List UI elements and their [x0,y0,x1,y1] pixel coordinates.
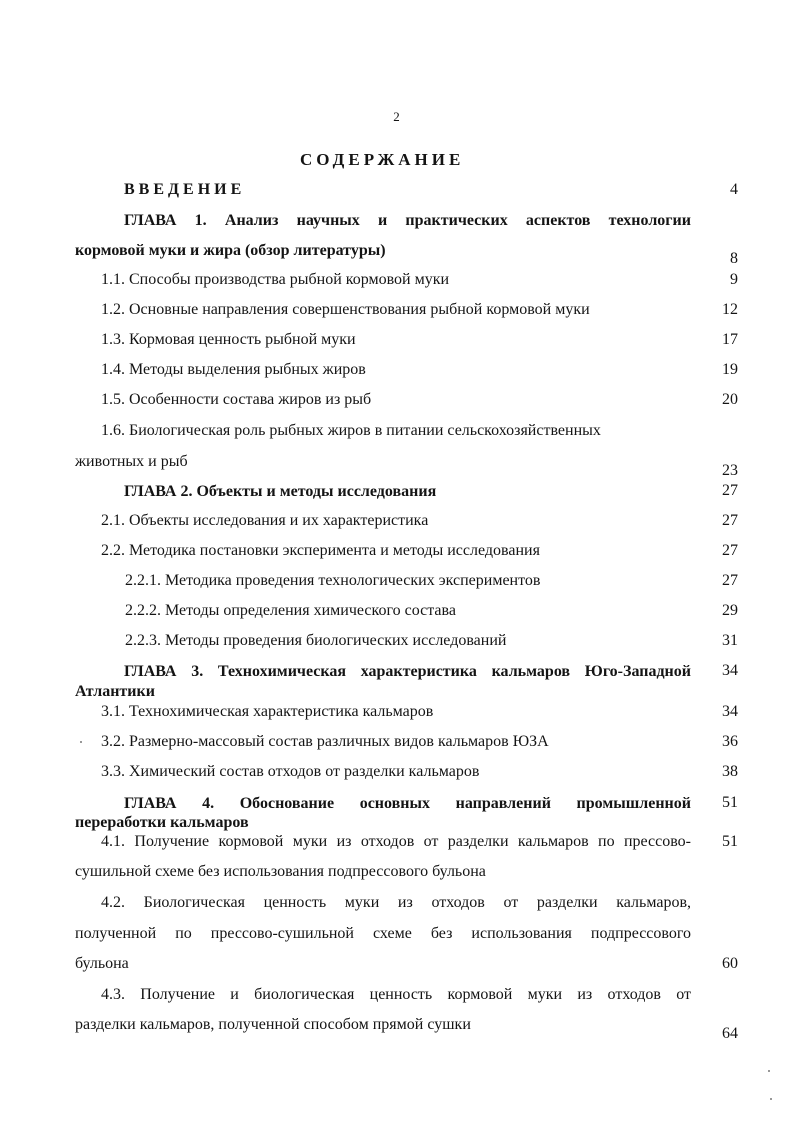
scan-speck [770,1098,772,1100]
toc-page-3-2: 36 [722,733,738,750]
toc-entry-chapter-4-line-1: ГЛАВА 4. Обоснование основных направлений промышленной [124,795,691,812]
toc-entry-1-1: 1.1. Способы производства рыбной кормовой муки [101,271,450,288]
toc-entry-4-1-line-1: 4.1. Получение кормовой муки из отходов от разделки кальмаров по прессово- [101,833,691,850]
toc-page-introduction: 4 [730,181,738,198]
toc-entry-4-2-line-2: полученной по прессово-сушильной схеме без использования подпрессового [75,925,691,942]
toc-page-chapter-4: 51 [722,794,738,811]
toc-entry-1-6-line-2: животных и рыб [75,453,188,470]
page-number: 2 [393,109,400,124]
toc-entry-chapter-2: ГЛАВА 2. Объекты и методы исследования [124,483,437,500]
toc-page-1-5: 20 [722,391,738,408]
toc-entry-1-2: 1.2. Основные направления совершенствования рыбной кормовой муки [101,301,590,318]
toc-entry-4-3-line-1: 4.3. Получение и биологическая ценность кормовой муки из отходов от [101,986,691,1003]
toc-page-4-1: 51 [722,833,738,850]
toc-page-chapter-3: 34 [722,662,738,679]
toc-entry-2-2-2: 2.2.2. Методы определения химического состава [125,602,456,619]
toc-page-chapter-2: 27 [722,482,738,499]
toc-entry-2-2-3: 2.2.3. Методы проведения биологических исследований [125,632,507,649]
toc-page-2-2-2: 29 [722,602,738,619]
toc-entry-1-6-line-1: 1.6. Биологическая роль рыбных жиров в питании сельскохозяйственных [101,422,601,439]
toc-page-1-1: 9 [730,271,738,288]
toc-entry-3-3: 3.3. Химический состав отходов от разделки кальмаров [101,763,480,780]
toc-page-3-3: 38 [722,763,738,780]
toc-entry-2-2-1: 2.2.1. Методика проведения технологических экспериментов [125,572,541,589]
toc-page-1-6: 23 [722,462,738,479]
scan-speck [80,741,82,743]
toc-entry-4-1-line-2: сушильной схеме без использования подпрессового бульона [75,863,486,880]
scan-speck [768,1070,770,1072]
toc-page-2-1: 27 [722,512,738,529]
toc-entry-chapter-1-line-1: ГЛАВА 1. Анализ научных и практических аспектов технологии [124,212,691,229]
toc-page-chapter-1: 8 [730,250,738,267]
toc-entry-chapter-4-line-2: переработки кальмаров [75,814,249,831]
toc-page-1-2: 12 [722,301,738,318]
toc-entry-2-1: 2.1. Объекты исследования и их характеристика [101,512,429,529]
toc-page-3-1: 34 [722,703,738,720]
toc-page-2-2-3: 31 [722,632,738,649]
toc-entry-3-2: 3.2. Размерно-массовый состав различных видов кальмаров ЮЗА [101,733,549,750]
toc-page-1-4: 19 [722,361,738,378]
toc-entry-chapter-3-line-1: ГЛАВА 3. Технохимическая характеристика кальмаров Юго-Западной [124,663,691,680]
toc-page-1-3: 17 [722,331,738,348]
toc-entry-introduction: ВВЕДЕНИЕ [124,181,246,198]
toc-entry-1-4: 1.4. Методы выделения рыбных жиров [101,361,366,378]
toc-entry-chapter-3-line-2: Атлантики [75,683,155,700]
toc-page-2-2: 27 [722,542,738,559]
toc-entry-4-2-line-3: бульона [75,955,129,972]
toc-entry-4-2-line-1: 4.2. Биологическая ценность муки из отходов от разделки кальмаров, [101,894,691,911]
toc-page-2-2-1: 27 [722,572,738,589]
toc-page-4-3: 64 [722,1025,738,1042]
toc-entry-chapter-1-line-2: кормовой муки и жира (обзор литературы) [75,242,386,259]
toc-entry-3-1: 3.1. Технохимическая характеристика кальмаров [101,703,434,720]
toc-entry-1-3: 1.3. Кормовая ценность рыбной муки [101,331,356,348]
toc-entry-2-2: 2.2. Методика постановки эксперимента и методы исследования [101,542,540,559]
toc-entry-1-5: 1.5. Особенности состава жиров из рыб [101,391,372,408]
toc-entry-4-3-line-2: разделки кальмаров, полученной способом прямой сушки [75,1016,471,1033]
toc-page-4-2: 60 [722,955,738,972]
toc-title: СОДЕРЖАНИЕ [300,150,465,169]
